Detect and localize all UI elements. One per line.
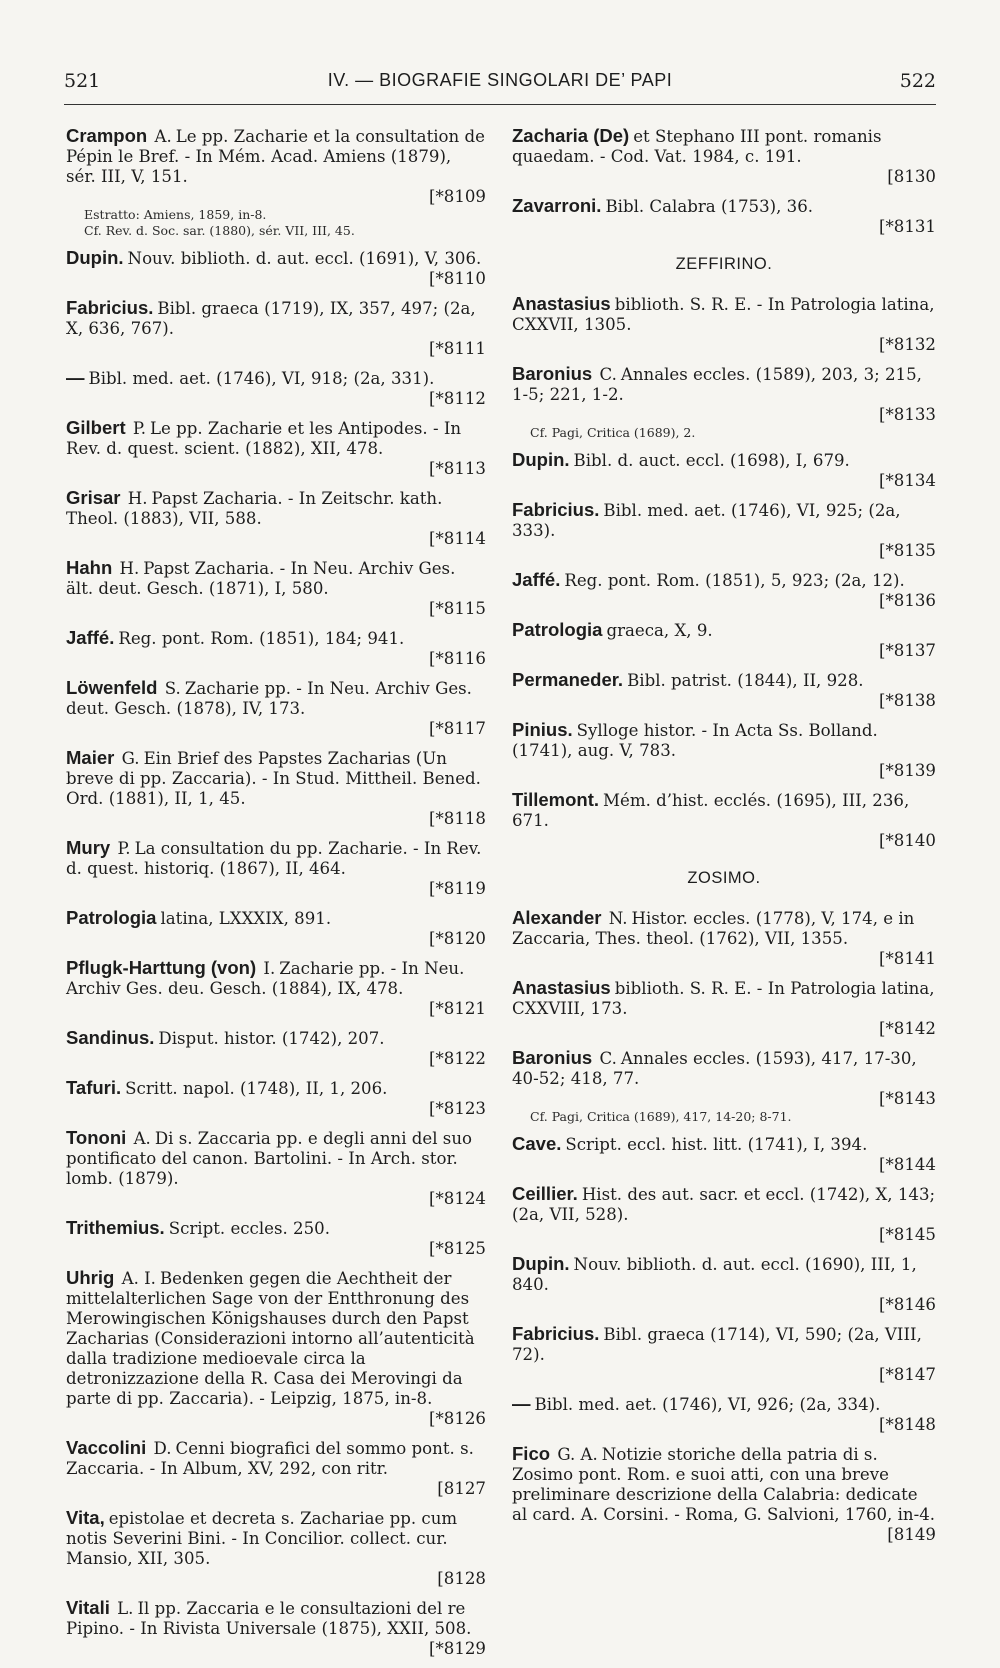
author-name: Maier: [66, 747, 115, 768]
entry-body: [66, 1078, 486, 1099]
entry-number: [*8140: [878, 831, 936, 850]
bibliography-entry: [512, 790, 936, 851]
bibliography-entry: [512, 720, 936, 781]
entry-citation: Sylloge histor. - In Acta Ss. Bolland. (1741), aug. V, 783.: [512, 721, 878, 760]
bibliography-entry: [66, 958, 486, 1019]
entry-number: [*8129: [428, 1639, 486, 1658]
entry-body: [512, 450, 936, 471]
entry-citation: graeca, X, 9.: [606, 621, 713, 640]
entry-number: [*8146: [878, 1295, 936, 1314]
page-header: [64, 70, 936, 104]
entry-number: [*8148: [878, 1415, 936, 1434]
author-name: Dupin.: [66, 247, 124, 268]
entry-number: [*8114: [428, 529, 486, 548]
entry-body: [512, 720, 936, 761]
entry-number: [*8133: [878, 405, 936, 424]
entry-body: [66, 908, 486, 929]
author-initial: A. I.: [121, 1269, 156, 1288]
entry-number: [*8122: [428, 1049, 486, 1068]
author-name: Grisar: [66, 487, 121, 508]
entry-number: [*8135: [878, 541, 936, 560]
entry-body: [512, 1444, 936, 1525]
author-name: Uhrig: [66, 1267, 115, 1288]
entry-number: [*8117: [428, 719, 486, 738]
author-name: Patrologia: [66, 907, 157, 928]
entry-number: [*8142: [878, 1019, 936, 1038]
entry-citation: Bibl. patrist. (1844), II, 928.: [627, 671, 864, 690]
bibliography-entry: [512, 1184, 936, 1245]
entry-citation: Scritt. napol. (1748), II, 1, 206.: [125, 1079, 388, 1098]
bibliography-entry: [66, 1598, 486, 1659]
entry-body: [512, 1254, 936, 1295]
bibliography-entry: [512, 364, 936, 441]
entry-body: [66, 1598, 486, 1639]
bibliography-entry: [66, 558, 486, 619]
entry-note: Estratto: Amiens, 1859, in-8.: [84, 207, 267, 222]
author-initial: A.: [133, 1129, 151, 1148]
bibliography-entry: [66, 1028, 486, 1069]
entry-body: [66, 488, 486, 529]
bibliography-entry: [66, 838, 486, 899]
bibliography-entry: [512, 570, 936, 611]
entry-number: [*8137: [878, 641, 936, 660]
entry-note: Cf. Pagi, Critica (1689), 417, 14-20; 8-71.: [530, 1109, 792, 1124]
bibliography-entry: [66, 1438, 486, 1499]
entry-citation: Annales eccles. (1589), 203, 3; 215, 1-5; 221, 1-2.: [512, 365, 922, 404]
entry-citation: Mém. d’hist. ecclés. (1695), III, 236, 671.: [512, 791, 910, 830]
entry-number: [*8118: [428, 809, 486, 828]
entry-citation: Bibl. med. aet. (1746), VI, 926; (2a, 334).: [534, 1395, 881, 1414]
author-name: Sandinus.: [66, 1027, 155, 1048]
bibliography-entry: [66, 1508, 486, 1589]
author-initial: A.: [154, 127, 172, 146]
entries-group: [512, 126, 936, 237]
entry-number: [*8139: [878, 761, 936, 780]
section-heading-zosimo: ZOSIMO.: [687, 869, 761, 887]
entry-number: [*8144: [878, 1155, 936, 1174]
entry-citation: Bibl. graeca (1714), VI, 590; (2a, VIII, 72).: [512, 1325, 922, 1364]
entry-citation: Le pp. Zacharie et les Antipodes. - In Rev. d. quest. scient. (1882), XII, 478.: [66, 419, 462, 458]
entry-body: [66, 838, 486, 879]
entry-number: [*8141: [878, 949, 936, 968]
bibliography-entry: [66, 248, 486, 289]
author-name: Fabricius.: [512, 1323, 600, 1344]
author-initial: L.: [117, 1599, 134, 1618]
bibliography-entry: [512, 450, 936, 491]
bibliography-entry: [512, 126, 936, 187]
entry-citation: Cenni biografici del sommo pont. s. Zaccaria. - In Album, XV, 292, con ritr.: [66, 1439, 474, 1478]
author-initial: N.: [608, 909, 628, 928]
author-initial: S.: [164, 679, 181, 698]
entry-body: [66, 1218, 486, 1239]
section-heading-zeffirino: ZEFFIRINO.: [675, 255, 773, 273]
entry-number: [*8145: [878, 1225, 936, 1244]
bibliography-entry: [66, 748, 486, 829]
page-number-left: 521: [64, 70, 101, 92]
entry-body: [66, 748, 486, 809]
author-name: Zacharia (De): [512, 125, 630, 146]
bibliography-entry: [66, 1128, 486, 1209]
author-name: Fabricius.: [512, 499, 600, 520]
bibliography-entry: [66, 678, 486, 739]
bibliography-entry: [512, 1134, 936, 1175]
entry-citation: Ein Brief des Papstes Zacharias (Un breve di pp. Zaccaria). - In Stud. Mittheil. Bened. Ord. (1881), II, 1, 45.: [66, 749, 481, 808]
bibliography-entry: [512, 1444, 936, 1545]
entry-body: [66, 1268, 486, 1409]
entry-citation: Di s. Zaccaria pp. e degli anni del suo pontificato del canon. Bartolini. - In Arch. stor. lomb. (1879).: [66, 1129, 472, 1188]
bibliography-entry: [66, 488, 486, 549]
entry-body: [66, 628, 486, 649]
entry-citation: Bibl. med. aet. (1746), VI, 918; (2a, 331).: [88, 369, 435, 388]
entry-citation: Bibl. graeca (1719), IX, 357, 497; (2a, X, 636, 767).: [66, 299, 476, 338]
entry-number: [*8134: [878, 471, 936, 490]
bibliography-entry: [512, 978, 936, 1039]
bibliography-entry: [512, 1254, 936, 1315]
entry-body: [512, 908, 936, 949]
entry-number: [*8147: [878, 1365, 936, 1384]
bibliography-entry: [512, 908, 936, 969]
bibliography-entry: [66, 126, 486, 239]
left-column: [66, 126, 486, 1668]
bibliography-entry: [66, 368, 486, 409]
entry-body: [66, 1508, 486, 1569]
entry-number: [*8115: [428, 599, 486, 618]
author-name: Crampon: [66, 125, 148, 146]
entry-number: [*8131: [878, 217, 936, 236]
author-initial: H.: [127, 489, 148, 508]
entry-citation: Papst Zacharia. - In Neu. Archiv Ges. ält. deut. Gesch. (1871), I, 580.: [66, 559, 456, 598]
entry-number: [*8136: [878, 591, 936, 610]
entry-citation: Bedenken gegen die Aechtheit der mittelalterlichen Sage von der Entthronung des Merowingischen Königshauses durch den Papst Zacharias (Considerazioni intorno all’autenticità dalla tradizione medioevale circa la detronizzazione della R. Casa dei Merovingi da parte di pp. Zaccaria). - Leipzig, 1875, in-8.: [66, 1269, 475, 1408]
author-name: Fico: [512, 1443, 551, 1464]
bibliography-entry: [512, 1324, 936, 1385]
entry-number: [*8138: [878, 691, 936, 710]
entry-body: [512, 1048, 936, 1089]
entry-body: [66, 558, 486, 599]
entry-number: [*8112: [428, 389, 486, 408]
page-number-right: 522: [899, 70, 936, 92]
entry-note: Cf. Rev. d. Soc. sar. (1880), sér. VII, III, 45.: [84, 223, 355, 238]
author-name: —: [512, 1393, 531, 1414]
entry-body: [512, 1324, 936, 1365]
entry-body: [512, 570, 936, 591]
author-name: Pflugk-Harttung (von): [66, 957, 257, 978]
author-name: Cave.: [512, 1133, 562, 1154]
entry-citation: Bibl. Calabra (1753), 36.: [605, 197, 814, 216]
author-name: Pinius.: [512, 719, 573, 740]
entry-number: [*8113: [428, 459, 486, 478]
entry-number: [*8132: [878, 335, 936, 354]
entry-number: [8149: [887, 1525, 936, 1544]
entry-body: [512, 1134, 936, 1155]
author-name: Baronius: [512, 1047, 593, 1068]
entry-number: [*8124: [428, 1189, 486, 1208]
author-name: Anastasius: [512, 293, 611, 314]
bibliography-entry: [66, 1218, 486, 1259]
entry-body: [512, 620, 936, 641]
entry-number: [8128: [437, 1569, 486, 1588]
entry-citation: Nouv. biblioth. d. aut. eccl. (1690), III, 1, 840.: [512, 1255, 917, 1294]
author-name: Gilbert: [66, 417, 126, 438]
author-name: Baronius: [512, 363, 593, 384]
entry-citation: Disput. histor. (1742), 207.: [158, 1029, 385, 1048]
entry-body: [512, 790, 936, 831]
entry-number: [*8125: [428, 1239, 486, 1258]
author-name: Vita,: [66, 1507, 105, 1528]
entry-citation: Notizie storiche della patria di s. Zosimo pont. Rom. e suoi atti, con una breve preliminare descrizione della Calabria: dedicate al card. A. Corsini. - Roma, G. Salvioni, 1760, in-4.: [512, 1445, 936, 1524]
entry-body: [512, 500, 936, 541]
author-name: Vaccolini: [66, 1437, 147, 1458]
entry-number: [*8110: [428, 269, 486, 288]
author-name: Hahn: [66, 557, 113, 578]
entry-number: [*8119: [428, 879, 486, 898]
author-name: Permaneder.: [512, 669, 624, 690]
entry-citation: Zacharie pp. - In Neu. Archiv Ges. deut. Gesch. (1878), IV, 173.: [66, 679, 472, 718]
entry-citation: biblioth. S. R. E. - In Patrologia latina, CXXVII, 1305.: [512, 295, 935, 334]
entry-citation: et Stephano III pont. romanis quaedam. - Cod. Vat. 1984, c. 191.: [512, 127, 882, 166]
entry-number: [*8111: [428, 339, 486, 358]
entry-number: [*8143: [878, 1089, 936, 1108]
header-rule: [64, 104, 936, 105]
author-initial: H.: [119, 559, 140, 578]
entry-number: [*8120: [428, 929, 486, 948]
entries-group: [512, 294, 936, 851]
bibliography-entry: [512, 294, 936, 355]
entry-body: [512, 978, 936, 1019]
entry-number: [*8109: [428, 187, 486, 206]
entry-body: [512, 1184, 936, 1225]
entry-citation: Le pp. Zacharie et la consultation de Pépin le Bref. - In Mém. Acad. Amiens (1879), sér. III, V, 151.: [66, 127, 485, 186]
entry-body: [66, 418, 486, 459]
entry-body: [66, 298, 486, 339]
author-name: Tafuri.: [66, 1077, 122, 1098]
entry-body: [66, 368, 486, 389]
entry-body: [512, 670, 936, 691]
entry-citation: Bibl. d. auct. eccl. (1698), I, 679.: [573, 451, 850, 470]
author-name: Patrologia: [512, 619, 603, 640]
entry-number: [*8126: [428, 1409, 486, 1428]
bibliography-entry: [512, 196, 936, 237]
entry-number: [8127: [437, 1479, 486, 1498]
entry-note: Cf. Pagi, Critica (1689), 2.: [530, 425, 696, 440]
author-name: Jaffé.: [512, 569, 561, 590]
bibliography-entry: [66, 418, 486, 479]
entry-number: [*8121: [428, 999, 486, 1018]
entry-body: [66, 678, 486, 719]
author-initial: I.: [263, 959, 276, 978]
author-name: Jaffé.: [66, 627, 115, 648]
bibliography-entry: [66, 298, 486, 359]
author-name: Fabricius.: [66, 297, 154, 318]
entry-body: [66, 958, 486, 999]
bibliography-entry: [66, 1078, 486, 1119]
author-initial: P.: [117, 839, 131, 858]
entry-citation: La consultation du pp. Zacharie. - In Rev. d. quest. historiq. (1867), II, 464.: [66, 839, 482, 878]
author-initial: G.: [121, 749, 140, 768]
author-initial: C.: [599, 1049, 617, 1068]
entry-body: [66, 1128, 486, 1189]
author-name: Ceillier.: [512, 1183, 578, 1204]
author-name: Dupin.: [512, 1253, 570, 1274]
right-column: [512, 126, 936, 1554]
entries-group: [512, 908, 936, 1545]
entry-body: [66, 1028, 486, 1049]
entry-citation: Script. eccles. 250.: [168, 1219, 330, 1238]
entry-citation: Script. eccl. hist. litt. (1741), I, 394.: [565, 1135, 868, 1154]
entry-citation: Nouv. biblioth. d. aut. eccl. (1691), V, 306.: [127, 249, 482, 268]
entry-citation: Histor. eccles. (1778), V, 174, e in Zaccaria, Thes. theol. (1762), VII, 1355.: [512, 909, 915, 948]
author-name: Anastasius: [512, 977, 611, 998]
author-name: Löwenfeld: [66, 677, 158, 698]
entry-citation: latina, LXXXIX, 891.: [160, 909, 332, 928]
entry-citation: Reg. pont. Rom. (1851), 5, 923; (2a, 12).: [564, 571, 905, 590]
author-name: Trithemius.: [66, 1217, 165, 1238]
entry-body: [512, 196, 936, 217]
entry-number: [*8123: [428, 1099, 486, 1118]
bibliography-entry: [512, 500, 936, 561]
entry-body: [66, 248, 486, 269]
author-name: —: [66, 367, 85, 388]
author-initial: P.: [132, 419, 146, 438]
bibliography-entry: [512, 1394, 936, 1435]
entry-body: [66, 126, 486, 187]
bibliography-entry: [66, 1268, 486, 1429]
entry-citation: Bibl. med. aet. (1746), VI, 925; (2a, 333).: [512, 501, 901, 540]
entry-body: [512, 1394, 936, 1415]
author-name: Zavarroni.: [512, 195, 602, 216]
entry-citation: Zacharie pp. - In Neu. Archiv Ges. deu. Gesch. (1884), IX, 478.: [66, 959, 465, 998]
entry-body: [512, 126, 936, 167]
author-name: Dupin.: [512, 449, 570, 470]
entry-number: [*8116: [428, 649, 486, 668]
author-name: Vitali: [66, 1597, 110, 1618]
bibliography-entry: [66, 908, 486, 949]
entry-citation: Papst Zacharia. - In Zeitschr. kath. Theol. (1883), VII, 588.: [66, 489, 443, 528]
entry-number: [8130: [887, 167, 936, 186]
entry-citation: Annales eccles. (1593), 417, 17-30, 40-52; 418, 77.: [512, 1049, 917, 1088]
bibliography-entry: [512, 1048, 936, 1125]
author-initial: D.: [153, 1439, 172, 1458]
entry-citation: epistolae et decreta s. Zachariae pp. cum notis Severini Bini. - In Concilior. collect. cur. Mansio, XII, 305.: [66, 1509, 458, 1568]
entry-body: [512, 364, 936, 405]
bibliography-entry: [66, 628, 486, 669]
entry-body: [512, 294, 936, 335]
author-name: Mury: [66, 837, 111, 858]
entry-citation: Reg. pont. Rom. (1851), 184; 941.: [118, 629, 405, 648]
bibliography-entry: [512, 620, 936, 661]
entry-citation: Il pp. Zaccaria e le consultazioni del re Pipino. - In Rivista Universale (1875), XXII, 508.: [66, 1599, 472, 1638]
author-initial: C.: [599, 365, 617, 384]
entry-citation: biblioth. S. R. E. - In Patrologia latina, CXXVIII, 173.: [512, 979, 935, 1018]
author-initial: G. A.: [557, 1445, 598, 1464]
bibliography-entry: [512, 670, 936, 711]
running-title: IV. — BIOGRAFIE SINGOLARI DE’ PAPI: [327, 70, 673, 90]
entry-citation: Hist. des aut. sacr. et eccl. (1742), X, 143; (2a, VII, 528).: [512, 1185, 936, 1224]
author-name: Tillemont.: [512, 789, 600, 810]
author-name: Tononi: [66, 1127, 127, 1148]
author-name: Alexander: [512, 907, 602, 928]
